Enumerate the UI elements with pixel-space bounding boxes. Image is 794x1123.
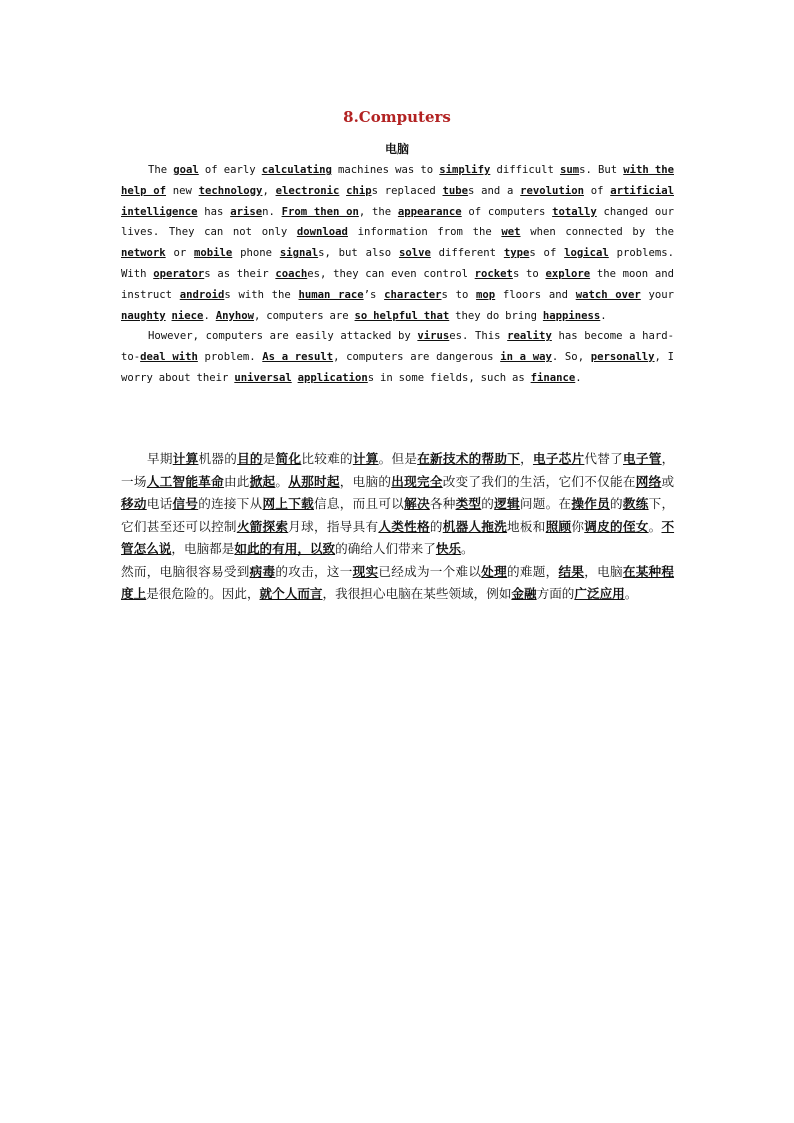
text-run: 比较难的 xyxy=(301,451,353,466)
text-run: 各种 xyxy=(429,496,456,511)
text-run: es. This xyxy=(449,330,508,343)
text-run: 。但是 xyxy=(378,451,418,466)
vocabulary-term: wet xyxy=(501,226,521,239)
text-run: new xyxy=(166,184,199,197)
vocabulary-term: character xyxy=(384,288,442,301)
vocabulary-term: 移动 xyxy=(121,496,147,511)
text-run: 电话 xyxy=(146,496,173,511)
text-run: 是很危险的。因此， xyxy=(146,586,260,601)
text-run: 下，它们甚至还可以控制 xyxy=(121,496,675,534)
text-run: information from the xyxy=(347,226,502,239)
vocabulary-term: finance xyxy=(530,371,576,384)
text-run: 或 xyxy=(661,473,675,489)
vocabulary-term: naughty xyxy=(121,309,166,322)
text-run: . xyxy=(203,309,216,322)
vocabulary-term: 网上下载 xyxy=(262,496,315,511)
vocabulary-term: human race xyxy=(298,288,364,301)
english-passage xyxy=(121,160,674,389)
text-run: 你 xyxy=(571,518,585,534)
vocabulary-term: 简化 xyxy=(275,451,302,466)
vocabulary-term: 调皮的侄女 xyxy=(584,518,649,534)
vocabulary-term: tube xyxy=(442,184,469,197)
text-run: . So, xyxy=(551,351,591,364)
vocabulary-term: revolution xyxy=(520,184,584,197)
vocabulary-term: 电子管 xyxy=(623,451,662,466)
text-run: 。 xyxy=(461,541,474,556)
text-run: different xyxy=(430,247,504,260)
text-run: has become a hard-to- xyxy=(121,330,675,364)
text-run: s, but also xyxy=(318,247,399,260)
vocabulary-term: 金融 xyxy=(511,586,537,601)
text-run: changed our lives. They can not only xyxy=(121,205,675,239)
vocabulary-term: 出现完全 xyxy=(391,473,443,489)
vocabulary-term: 电子芯片 xyxy=(532,451,585,466)
vocabulary-term: 操作员 xyxy=(571,496,610,511)
vocabulary-term: niece xyxy=(171,309,204,322)
text-run: s as their xyxy=(204,267,276,280)
text-run: has xyxy=(197,205,231,218)
text-run: 问题。在 xyxy=(519,496,572,511)
text-run: , the xyxy=(358,205,398,218)
vocabulary-term: mobile xyxy=(194,247,233,260)
vocabulary-term: deal with xyxy=(140,351,198,364)
text-run: s. But xyxy=(579,164,624,176)
chinese-paragraph xyxy=(121,448,674,561)
vocabulary-term: rocket xyxy=(474,267,513,280)
text-run: s to xyxy=(512,267,546,280)
text-run: 机器的 xyxy=(198,451,238,466)
vocabulary-term: calculating xyxy=(261,164,332,176)
vocabulary-term: coach xyxy=(275,267,308,280)
vocabulary-term: 病毒 xyxy=(249,563,276,579)
text-run: 地板和 xyxy=(507,518,546,534)
text-run: problems. With xyxy=(121,247,674,280)
text-run: , I worry about their xyxy=(121,351,674,384)
text-run: your xyxy=(640,288,675,301)
vocabulary-term: in a way xyxy=(500,351,552,364)
text-run: ，电脑的 xyxy=(339,473,392,489)
text-run: s replaced xyxy=(371,184,443,197)
vocabulary-term: application xyxy=(297,371,368,384)
vocabulary-term: 快乐 xyxy=(435,541,462,556)
vocabulary-term: happiness xyxy=(542,309,601,322)
vocabulary-term: 现实 xyxy=(352,563,379,579)
text-run: es, they can even control xyxy=(307,267,475,280)
vocabulary-term: 结果 xyxy=(558,563,585,579)
text-run: 的确给人们带来了 xyxy=(335,541,436,556)
text-run: , computers are xyxy=(253,309,355,322)
text-run: 早期 xyxy=(147,451,173,466)
vocabulary-term: Anyhow xyxy=(215,309,254,322)
text-run: of computers xyxy=(461,205,553,218)
text-run: floors and xyxy=(495,288,576,301)
vocabulary-term: 计算 xyxy=(352,451,379,466)
vocabulary-term: virus xyxy=(417,330,450,343)
document-subtitle: 电脑 xyxy=(384,142,409,156)
vocabulary-term: appearance xyxy=(397,205,462,218)
text-run: 。 xyxy=(648,518,662,534)
text-run: 。 xyxy=(275,473,289,489)
vocabulary-term: download xyxy=(296,226,348,239)
text-run: of xyxy=(583,184,611,197)
vocabulary-term: so helpful that xyxy=(354,309,450,322)
vocabulary-term: 火箭探索 xyxy=(236,518,289,534)
vocabulary-term: 计算 xyxy=(172,451,199,466)
vocabulary-term: network xyxy=(121,247,166,260)
vocabulary-term: 广泛应用 xyxy=(574,586,625,601)
text-run: ，电脑 xyxy=(584,563,623,579)
vocabulary-term: 照顾 xyxy=(545,518,572,534)
text-run: difficult xyxy=(490,164,560,176)
text-run: 的连接下从 xyxy=(198,496,263,511)
vocabulary-term: As a result xyxy=(262,351,334,364)
vocabulary-term: with the help of xyxy=(121,164,674,197)
text-run: ，一场 xyxy=(121,451,675,489)
text-run: machines was to xyxy=(331,164,440,176)
text-run: 是 xyxy=(262,451,276,466)
vocabulary-term: logical xyxy=(564,247,609,260)
vocabulary-term: type xyxy=(503,247,530,260)
text-run: s with the xyxy=(224,288,299,301)
document-title: 8.Computers xyxy=(343,108,451,126)
chinese-paragraph xyxy=(121,561,674,606)
text-run: 然而，电脑很容易受到 xyxy=(121,563,250,579)
vocabulary-term: simplify xyxy=(439,164,491,176)
text-run: 信息，而且可以 xyxy=(314,496,405,511)
text-run: n. xyxy=(262,205,282,218)
vocabulary-term: 在某种程度上 xyxy=(121,563,675,601)
vocabulary-term: 在新技术的帮助下 xyxy=(417,451,521,466)
text-run: s to xyxy=(441,288,477,301)
vocabulary-term: 人工智能革命 xyxy=(146,473,224,489)
text-run: they do bring xyxy=(449,309,543,322)
english-paragraph xyxy=(121,326,674,388)
text-run: 的 xyxy=(609,496,623,511)
vocabulary-term: goal xyxy=(173,164,199,176)
text-run: , xyxy=(262,184,276,197)
vocabulary-term: 掀起 xyxy=(249,473,276,489)
text-run: . xyxy=(600,309,607,322)
text-run: s and a xyxy=(468,184,521,197)
vocabulary-term: 信号 xyxy=(172,496,199,511)
text-run: or xyxy=(165,247,195,260)
text-run: 已经成为一个难以 xyxy=(378,563,482,579)
text-run: ，我很担心电脑在某些领域，例如 xyxy=(322,586,512,601)
vocabulary-term: 解决 xyxy=(404,496,430,511)
vocabulary-term: arise xyxy=(230,205,263,218)
vocabulary-term: 教练 xyxy=(622,496,649,511)
text-run: , computers are dangerous xyxy=(333,351,501,364)
vocabulary-term: mop xyxy=(476,288,496,301)
text-run: 。 xyxy=(624,586,638,601)
vocabulary-term: 不管怎么说 xyxy=(121,518,675,556)
vocabulary-term: operator xyxy=(153,267,205,280)
vocabulary-term: 从那时起 xyxy=(288,473,340,489)
text-run: 的 xyxy=(481,496,495,511)
text-run: The xyxy=(148,164,174,176)
text-run: phone xyxy=(232,247,280,260)
vocabulary-term: 如此的有用，以致 xyxy=(234,541,336,556)
vocabulary-term: artificial intelligence xyxy=(121,184,674,218)
vocabulary-term: 就个人而言 xyxy=(259,586,323,601)
vocabulary-term: technology xyxy=(198,184,263,197)
text-run: 改变了我们的生活，它们不仅能在 xyxy=(442,473,636,489)
text-run: 的 xyxy=(429,518,443,534)
text-run: s in some fields, such as xyxy=(367,371,531,384)
text-run: of early xyxy=(198,164,262,176)
vocabulary-term: reality xyxy=(507,330,552,343)
vocabulary-term: 逻辑 xyxy=(494,496,520,511)
vocabulary-term: 人类性格 xyxy=(378,518,430,534)
vocabulary-term: From then on xyxy=(281,205,359,218)
text-run: 的攻击，这一 xyxy=(275,563,353,579)
vocabulary-term: chip xyxy=(346,184,372,197)
text-run: the moon and instruct xyxy=(121,267,675,301)
vocabulary-term: universal xyxy=(234,371,292,384)
vocabulary-term: electronic xyxy=(275,184,340,197)
english-paragraph xyxy=(121,160,674,326)
text-run: However, computers are easily attacked by xyxy=(148,330,418,343)
vocabulary-term: personally xyxy=(590,351,655,364)
text-run: when connected by the xyxy=(520,226,674,239)
vocabulary-term: totally xyxy=(552,205,597,218)
vocabulary-term: android xyxy=(179,288,225,301)
vocabulary-term: solve xyxy=(398,247,431,260)
text-run: . xyxy=(575,371,582,384)
vocabulary-term: 目的 xyxy=(237,451,263,466)
text-run: ，电脑都是 xyxy=(171,541,235,556)
vocabulary-term: signal xyxy=(279,247,319,260)
text-run: ’s xyxy=(363,288,385,301)
vocabulary-term: watch over xyxy=(575,288,641,301)
text-run: 月球，指导具有 xyxy=(288,518,379,534)
vocabulary-term: sum xyxy=(559,164,580,176)
vocabulary-term: 机器人拖洗 xyxy=(442,518,508,534)
text-run: 代替了 xyxy=(584,451,623,466)
chinese-passage xyxy=(121,448,674,606)
text-run: ， xyxy=(520,451,533,466)
vocabulary-term: 网络 xyxy=(635,473,662,489)
text-run: s of xyxy=(529,247,565,260)
vocabulary-term: 类型 xyxy=(455,496,482,511)
text-run: 方面的 xyxy=(536,586,575,601)
text-run: problem. xyxy=(197,351,263,364)
vocabulary-term: explore xyxy=(545,267,591,280)
text-run: 由此 xyxy=(223,473,250,489)
text-run: 的难题， xyxy=(507,563,559,579)
vocabulary-term: 处理 xyxy=(481,563,508,579)
